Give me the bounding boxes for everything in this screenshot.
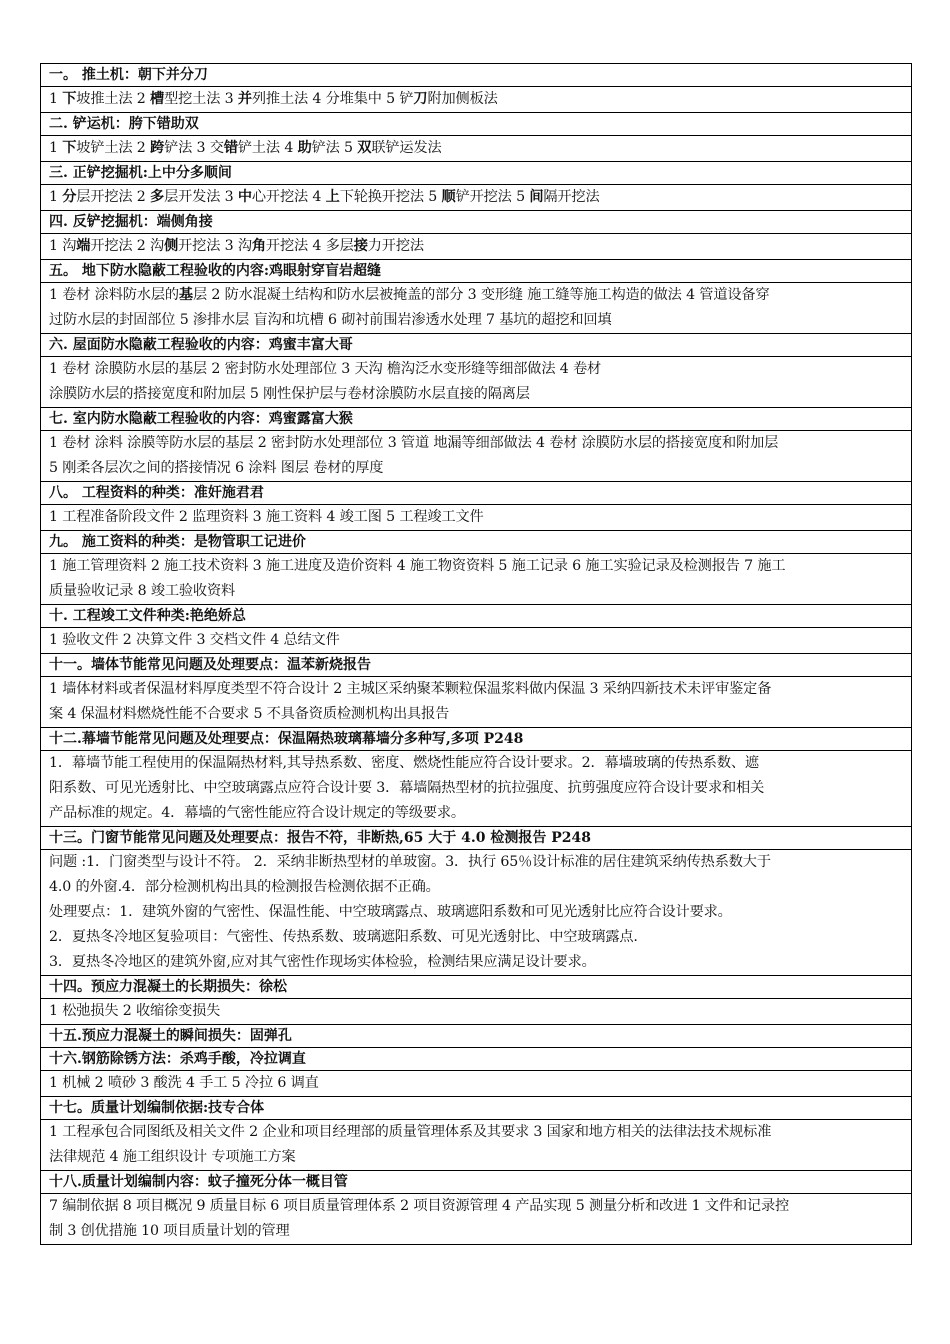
- section-title-cell: [41, 334, 912, 357]
- section-body-row: [41, 505, 912, 531]
- section-body-row: [41, 554, 912, 605]
- body-text: 1．幕墙节能工程使用的保温隔热材料,其导热系数、密度、燃烧性能应符合设计要求。2．幕墙玻璃的传热系数、遮: [49, 755, 759, 771]
- section-title: 四. 反铲挖掘机：端侧角接: [49, 214, 213, 230]
- section-body-cell: [41, 999, 912, 1025]
- section-body-cell: [41, 505, 912, 531]
- table-body: [41, 64, 912, 1245]
- section-body-line: [49, 136, 911, 161]
- body-text: 铲开挖法 5: [455, 189, 530, 205]
- body-text: 1: [49, 91, 63, 107]
- body-text: 开挖法 4 多层: [265, 238, 354, 254]
- section-body-row: [41, 751, 912, 827]
- section-title-cell: [41, 654, 912, 677]
- body-text: 1 卷材 涂料 涂膜等防水层的基层 2 密封防水处理部位 3 管道 地漏等细部做法 4 卷材 涂膜防水层的搭接宽度和附加层: [49, 435, 779, 451]
- section-title-cell: [41, 113, 912, 136]
- section-body-row: [41, 87, 912, 113]
- body-text: 1 沟: [49, 238, 77, 254]
- section-body-line: [49, 999, 911, 1024]
- section-title-row: [41, 408, 912, 431]
- section-title-row: [41, 976, 912, 999]
- section-body-cell: [41, 628, 912, 654]
- body-text: 1 卷材 涂料防水层的: [49, 287, 179, 303]
- section-body-line: [49, 850, 911, 875]
- section-body-line: [49, 751, 911, 776]
- section-body-row: [41, 185, 912, 211]
- section-body-line: [49, 628, 911, 653]
- body-text: 法律规范 4 施工组织设计 专项施工方案: [49, 1149, 296, 1165]
- section-body-line: [49, 382, 911, 407]
- body-text: 1 机械 2 喷砂 3 酸洗 4 手工 5 冷拉 6 调直: [49, 1075, 319, 1091]
- body-text: 铲土法 4: [237, 140, 298, 156]
- keyword-emphasis: 槽: [150, 91, 165, 107]
- keyword-emphasis: 基: [178, 287, 193, 303]
- body-text: 5 刚柔各层次之间的搭接情况 6 涂料 图层 卷材的厚度: [49, 460, 384, 476]
- section-body-line: [49, 1120, 911, 1145]
- section-body-row: [41, 431, 912, 482]
- section-title: 十八.质量计划编制内容：蚊子撞死分体一概目管: [49, 1174, 348, 1190]
- keyword-emphasis: 中: [237, 189, 252, 205]
- body-text: 过防水层的封固部位 5 渗排水层 盲沟和坑槽 6 砌衬前围岩渗透水处理 7 基坑的超挖和回填: [49, 312, 612, 328]
- body-text: 联铲运发法: [371, 140, 442, 156]
- section-body-row: [41, 677, 912, 728]
- section-body-cell: [41, 136, 912, 162]
- body-text: 1 验收文件 2 决算文件 3 交档文件 4 总结文件: [49, 632, 340, 648]
- section-body-cell: [41, 751, 912, 827]
- body-text: 1 施工管理资料 2 施工技术资料 3 施工进度及造价资料 4 施工物资资料 5 施工记录 6 施工实验记录及检测报告 7 施工: [49, 558, 786, 574]
- section-title: 二. 铲运机：胯下错助双: [49, 116, 199, 132]
- keyword-emphasis: 角: [251, 238, 266, 254]
- section-title-row: [41, 162, 912, 185]
- keyword-emphasis: 下: [62, 91, 77, 107]
- section-body-cell: [41, 1194, 912, 1245]
- body-text: 产品标准的规定。4．幕墙的气密性能应符合设计规定的等级要求。: [49, 805, 465, 821]
- section-title: 五。 地下防水隐蔽工程验收的内容:鸡眼射穿盲岩超缝: [49, 263, 382, 279]
- section-body-line: [49, 875, 911, 900]
- section-body-line: [49, 900, 911, 925]
- keyword-emphasis: 侧: [164, 238, 179, 254]
- section-body-cell: [41, 677, 912, 728]
- section-body-row: [41, 628, 912, 654]
- body-text: 3．夏热冬冷地区的建筑外窗,应对其气密性作现场实体检验，检测结果应满足设计要求。: [49, 954, 596, 970]
- body-text: 1 卷材 涂膜防水层的基层 2 密封防水处理部位 3 天沟 檐沟泛水变形缝等细部做法 4 卷材: [49, 361, 602, 377]
- keyword-emphasis: 并: [237, 91, 252, 107]
- section-title: 十三。门窗节能常见问题及处理要点：报告不符，非断热,65 大于 4.0 检测报告 P248: [49, 830, 591, 846]
- section-body-line: [49, 1071, 911, 1096]
- section-body-line: [49, 1219, 911, 1244]
- body-text: 坡推土法 2: [76, 91, 151, 107]
- section-title-row: [41, 260, 912, 283]
- section-body-row: [41, 136, 912, 162]
- body-text: 心开挖法 4: [251, 189, 326, 205]
- section-body-line: [49, 554, 911, 579]
- section-body-line: [49, 234, 911, 259]
- section-body-cell: [41, 554, 912, 605]
- section-title-row: [41, 113, 912, 136]
- section-title-cell: [41, 260, 912, 283]
- body-text: 附加侧板法: [427, 91, 498, 107]
- section-title-cell: [41, 482, 912, 505]
- section-body-line: [49, 579, 911, 604]
- section-title: 九。 施工资料的种类：是物管职工记进价: [49, 534, 306, 550]
- section-title-cell: [41, 162, 912, 185]
- section-body-line: [49, 677, 911, 702]
- section-body-line: [49, 185, 911, 210]
- body-text: 阳系数、可见光透射比、中空玻璃露点应符合设计要 3．幕墙隔热型材的抗拉强度、抗剪强度应符合设计要求和相关: [49, 780, 765, 796]
- section-title: 十一。墙体节能常见问题及处理要点：温苯新烧报告: [49, 657, 371, 673]
- section-body-line: [49, 1145, 911, 1170]
- section-title-cell: [41, 1048, 912, 1071]
- body-text: 下轮换开挖法 5: [339, 189, 442, 205]
- section-title-cell: [41, 605, 912, 628]
- section-title: 十. 工程竣工文件种类:艳绝娇总: [49, 608, 246, 624]
- keyword-emphasis: 刀: [413, 91, 428, 107]
- section-title-row: [41, 728, 912, 751]
- section-body-cell: [41, 87, 912, 113]
- body-text: 1 工程承包合同图纸及相关文件 2 企业和项目经理部的质量管理体系及其要求 3 国家和地方相关的法律法技术规标准: [49, 1124, 772, 1140]
- body-text: 案 4 保温材料燃烧性能不合要求 5 不具备资质检测机构出具报告: [49, 706, 450, 722]
- section-body-cell: [41, 185, 912, 211]
- section-title-row: [41, 1048, 912, 1071]
- body-text: 坡铲土法 2: [76, 140, 151, 156]
- body-text: 处理要点：1．建筑外窗的气密性、保温性能、中空玻璃露点、玻璃遮阳系数和可见光透射比应符合设计要求。: [49, 904, 732, 920]
- section-body-line: [49, 801, 911, 826]
- section-title-row: [41, 64, 912, 87]
- section-body-row: [41, 1120, 912, 1171]
- body-text: 2．夏热冬冷地区复验项目：气密性、传热系数、玻璃遮阳系数、可见光透射比、中空玻璃露点.: [49, 929, 638, 945]
- keyword-emphasis: 错: [223, 140, 238, 156]
- section-body-line: [49, 357, 911, 382]
- keyword-emphasis: 多: [150, 189, 165, 205]
- section-title-row: [41, 605, 912, 628]
- section-title: 十二.幕墙节能常见问题及处理要点：保温隔热玻璃幕墙分多种写,多项 P248: [49, 731, 524, 747]
- section-title-cell: [41, 1097, 912, 1120]
- section-title: 七. 室内防水隐蔽工程验收的内容：鸡蜜露富大猴: [49, 411, 353, 427]
- section-title: 八。 工程资料的种类：准奸施君君: [49, 485, 264, 501]
- section-body-cell: [41, 357, 912, 408]
- section-title: 十七。质量计划编制依据:技专合体: [49, 1100, 265, 1116]
- section-title-cell: [41, 211, 912, 234]
- section-body-cell: [41, 1120, 912, 1171]
- section-title-row: [41, 482, 912, 505]
- section-body-row: [41, 1071, 912, 1097]
- section-title: 十五.预应力混凝土的瞬间损失：固弹孔: [49, 1028, 292, 1044]
- body-text: 质量验收记录 8 竣工验收资料: [49, 583, 236, 599]
- section-title-row: [41, 1097, 912, 1120]
- body-text: 7 编制依据 8 项目概况 9 质量目标 6 项目质量管理体系 2 项目资源管理 4 产品实现 5 测量分析和改进 1 文件和记录控: [49, 1198, 790, 1214]
- section-body-line: [49, 87, 911, 112]
- section-title: 十六.钢筋除锈方法：杀鸡手酸，冷拉调直: [49, 1051, 306, 1067]
- keyword-emphasis: 分: [62, 189, 77, 205]
- section-title-row: [41, 1171, 912, 1194]
- section-body-line: [49, 505, 911, 530]
- body-text: 开挖法 3 沟: [178, 238, 252, 254]
- body-text: 1: [49, 189, 63, 205]
- section-body-cell: [41, 431, 912, 482]
- keyword-emphasis: 端: [76, 238, 91, 254]
- section-title: 十四。预应力混凝土的长期损失：徐松: [49, 979, 287, 995]
- body-text: 1 松弛损失 2 收缩徐变损失: [49, 1003, 221, 1019]
- section-body-row: [41, 999, 912, 1025]
- section-body-line: [49, 283, 911, 308]
- body-text: 层开发法 3: [164, 189, 238, 205]
- keyword-emphasis: 助: [297, 140, 312, 156]
- section-title-cell: [41, 1171, 912, 1194]
- body-text: 列推土法 4 分堆集中 5 铲: [251, 91, 414, 107]
- section-title-cell: [41, 976, 912, 999]
- body-text: 开挖法 2 沟: [90, 238, 165, 254]
- section-title-cell: [41, 827, 912, 850]
- section-title-cell: [41, 1025, 912, 1048]
- keyword-emphasis: 双: [357, 140, 372, 156]
- body-text: 涂膜防水层的搭接宽度和附加层 5 刚性保护层与卷材涂膜防水层直接的隔离层: [49, 386, 530, 402]
- body-text: 层 2 防水混凝土结构和防水层被掩盖的部分 3 变形缝 施工缝等施工构造的做法 4 管道设备穿: [192, 287, 770, 303]
- keyword-emphasis: 顺: [441, 189, 456, 205]
- section-body-cell: [41, 283, 912, 334]
- body-text: 1 工程准备阶段文件 2 监理资料 3 施工资料 4 竣工图 5 工程竣工文件: [49, 509, 484, 525]
- section-title-cell: [41, 64, 912, 87]
- body-text: 1 墙体材料或者保温材料厚度类型不符合设计 2 主城区采纳聚苯颗粒保温浆料做内保温 3 采纳四新技术未评审鉴定备: [49, 681, 772, 697]
- notes-table: [40, 63, 912, 1245]
- keyword-emphasis: 间: [529, 189, 544, 205]
- body-text: 铲法 5: [311, 140, 358, 156]
- section-body-cell: [41, 1071, 912, 1097]
- keyword-emphasis: 跨: [150, 140, 165, 156]
- section-title: 三. 正铲挖掘机:上中分多顺间: [49, 165, 232, 181]
- section-body-cell: [41, 234, 912, 260]
- section-body-line: [49, 776, 911, 801]
- section-body-row: [41, 357, 912, 408]
- keyword-emphasis: 上: [325, 189, 340, 205]
- section-body-row: [41, 283, 912, 334]
- section-body-line: [49, 702, 911, 727]
- body-text: 1: [49, 140, 63, 156]
- section-body-row: [41, 850, 912, 976]
- section-title-cell: [41, 408, 912, 431]
- body-text: 力开挖法: [367, 238, 424, 254]
- section-title-row: [41, 654, 912, 677]
- section-title-row: [41, 334, 912, 357]
- section-title-row: [41, 1025, 912, 1048]
- body-text: 层开挖法 2: [76, 189, 151, 205]
- section-title-row: [41, 211, 912, 234]
- body-text: 铲法 3 交: [164, 140, 224, 156]
- keyword-emphasis: 接: [353, 238, 368, 254]
- body-text: 制 3 创优措施 10 项目质量计划的管理: [49, 1223, 290, 1239]
- section-body-line: [49, 925, 911, 950]
- body-text: 型挖土法 3: [164, 91, 238, 107]
- section-body-row: [41, 1194, 912, 1245]
- section-title-cell: [41, 728, 912, 751]
- section-title-cell: [41, 531, 912, 554]
- section-body-line: [49, 950, 911, 975]
- section-body-line: [49, 1194, 911, 1219]
- body-text: 问题 :1．门窗类型与设计不符。 2．采纳非断热型材的单玻窗。3．执行 65％设计标准的居住建筑采纳传热系数大于: [49, 854, 771, 870]
- section-body-line: [49, 431, 911, 456]
- section-title-row: [41, 827, 912, 850]
- body-text: 4.0 的外窗.4．部分检测机构出具的检测报告检测依据不正确。: [49, 879, 440, 895]
- body-text: 隔开挖法: [543, 189, 600, 205]
- section-body-cell: [41, 850, 912, 976]
- section-title-row: [41, 531, 912, 554]
- section-body-line: [49, 308, 911, 333]
- section-body-line: [49, 456, 911, 481]
- section-body-row: [41, 234, 912, 260]
- section-title: 一。 推土机：朝下并分刀: [49, 67, 208, 83]
- keyword-emphasis: 下: [62, 140, 77, 156]
- section-title: 六. 屋面防水隐蔽工程验收的内容：鸡蜜丰富大哥: [49, 337, 353, 353]
